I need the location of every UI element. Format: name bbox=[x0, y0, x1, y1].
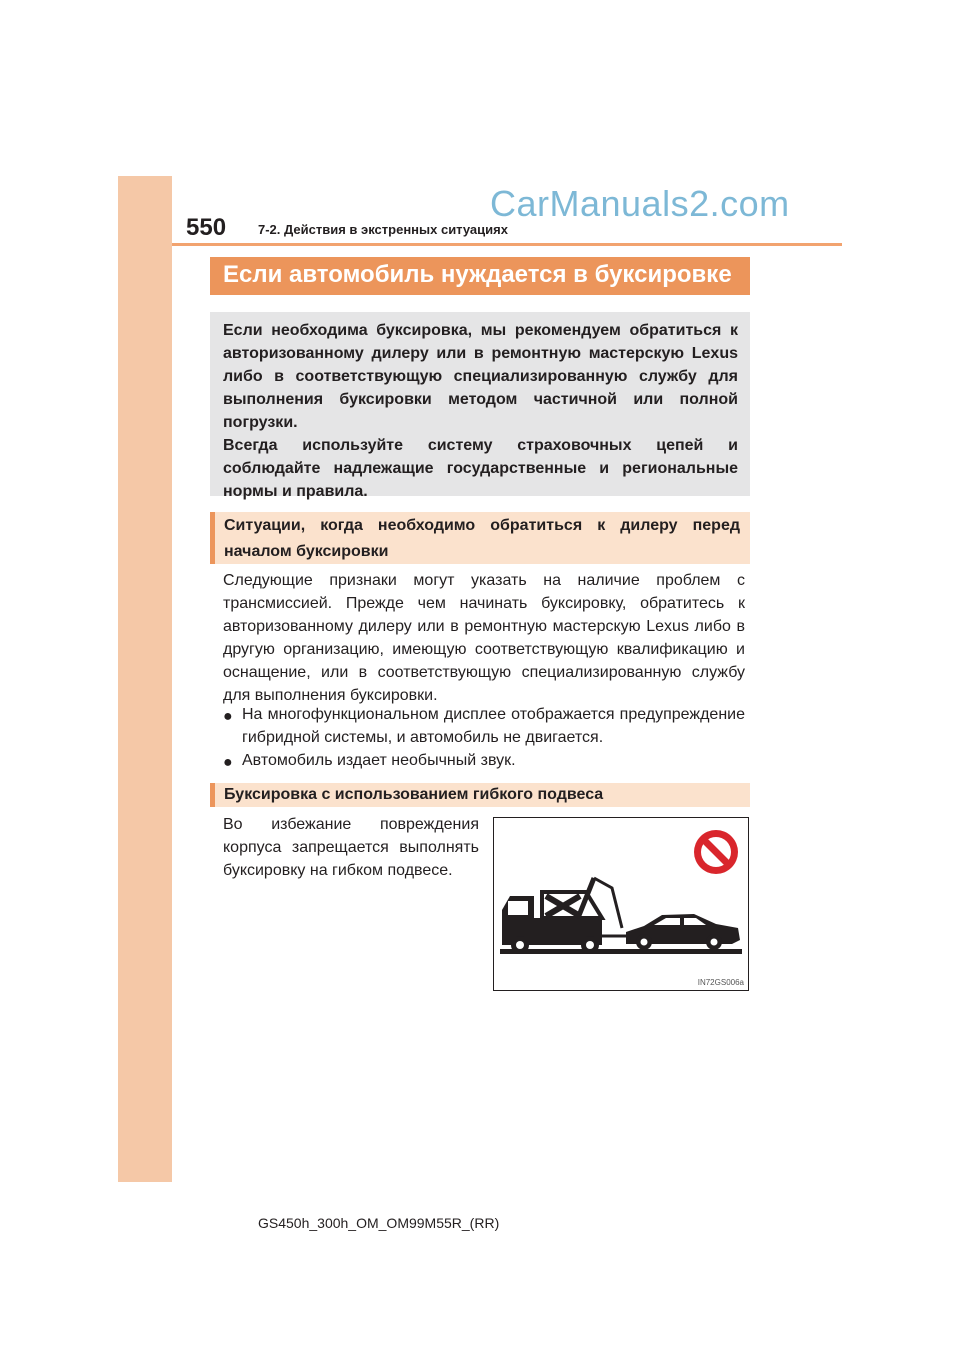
intro-box bbox=[210, 312, 750, 500]
figure-code: IN72GS006a bbox=[697, 978, 744, 987]
list-item bbox=[223, 749, 745, 772]
footer-model-code: GS450h_300h_OM_OM99M55R_(RR) bbox=[258, 1215, 500, 1231]
prohibition-icon bbox=[694, 830, 738, 874]
header-divider bbox=[172, 243, 842, 246]
section-title: Если автомобиль нуждается в буксировке bbox=[210, 257, 750, 295]
tow-truck-icon bbox=[502, 878, 626, 954]
page-number: 550 bbox=[186, 214, 227, 241]
chapter-title: 7-2. Действия в экстренных ситуациях bbox=[258, 222, 508, 237]
bullet-icon: ● bbox=[223, 708, 233, 725]
subsection-body-sling: Во избежание повреждения корпуса запрещается выполнять буксировку на гибком подвесе. bbox=[223, 816, 479, 879]
subsection-heading-sling: Буксировка с использованием гибкого подвеса bbox=[210, 783, 750, 807]
list-item bbox=[223, 703, 745, 749]
watermark: CarManuals2.com bbox=[490, 183, 790, 224]
intro-paragraph-2: Всегда используйте систему страховочных цепей и соблюдайте надлежащие государственные и региональные нормы и правила. bbox=[223, 437, 738, 500]
subsection-heading-dealer: Ситуации, когда необходимо обратиться к дилеру перед началом буксировки bbox=[210, 512, 750, 564]
list-item-text: Автомобиль издает необычный звук. bbox=[242, 752, 516, 769]
sling-tow-prohibited-illustration bbox=[493, 817, 749, 991]
subsection-body-dealer: Следующие признаки могут указать на наличие проблем с трансмиссией. Прежде чем начинать буксировку, обратитесь к авторизованному дилеру или в ремонтную мастерскую Lexus либо в другую организацию, имеющую соответствующую квалификацию и оснащение, или в соответствующую специализированную службу для выполнения буксировки. bbox=[223, 572, 745, 704]
bullet-icon: ● bbox=[223, 754, 233, 771]
intro-paragraph-1: Если необходима буксировка, мы рекомендуем обратиться к авторизованному дилеру или в ремонтную мастерскую Lexus либо в соответствующую специализированную службу для выполнения буксировки методом частичной или полной погрузки. bbox=[223, 322, 738, 431]
car-icon bbox=[626, 914, 740, 950]
side-color-strip bbox=[118, 176, 172, 1182]
list-item-text: На многофункциональном дисплее отображается предупреждение гибридной системы, и автомобиль не двигается. bbox=[242, 706, 745, 746]
tow-truck-illustration bbox=[494, 818, 748, 990]
